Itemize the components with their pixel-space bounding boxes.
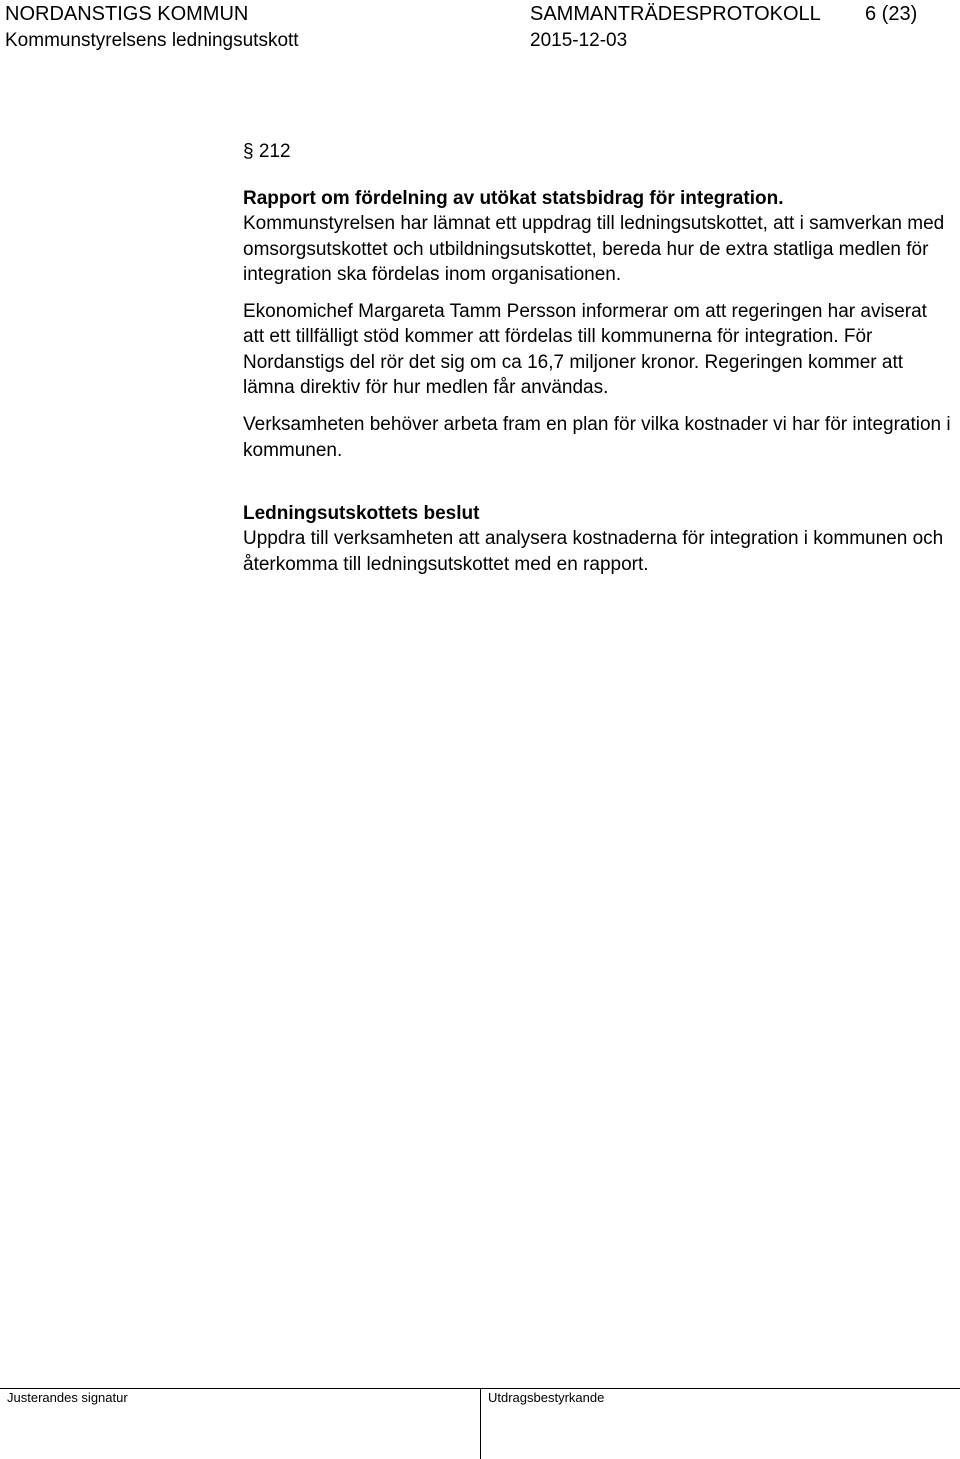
protocol-title: SAMMANTRÄDESPROTOKOLL xyxy=(530,3,821,25)
certification-label: Utdragsbestyrkande xyxy=(488,1390,605,1405)
decision-text: Uppdra till verksamheten att analysera kostnaderna för integration i kommunen och återkomma till ledningsutskottet med en rapport. xyxy=(243,528,944,575)
information-paragraph: Ekonomichef Margareta Tamm Persson informerar om att regeringen har aviserat att ett tillfälligt stöd kommer att fördelas till kommunerna för integration. För Nordanstigs del rör det sig om ca 16,7 miljoner kronor. Regeringen kommer att lämna direktiv för hur medlen får användas. xyxy=(243,301,927,399)
item-title: Rapport om fördelning av utökat statsbidrag för integration. xyxy=(243,188,784,209)
document-body xyxy=(243,186,953,577)
section-number xyxy=(243,140,291,164)
footer-divider xyxy=(480,1388,481,1459)
signature-label: Justerandes signatur xyxy=(7,1390,128,1405)
committee-name: Kommunstyrelsens ledningsutskott xyxy=(5,30,299,51)
meeting-date: 2015-12-03 xyxy=(530,30,628,51)
organization-name: NORDANSTIGS KOMMUN xyxy=(5,3,249,25)
paragraph-symbol: § xyxy=(243,141,254,162)
paragraph-number: 212 xyxy=(258,141,291,162)
decision-heading: Ledningsutskottets beslut xyxy=(243,502,480,524)
page-number: 6 (23) xyxy=(865,3,918,25)
assignment-paragraph: Kommunstyrelsen har lämnat ett uppdrag till ledningsutskottet, att i samverkan med omsorgsutskottet och utbildningsutskottet, bereda hur de extra statliga medlen för integration ska fördelas inom organisationen. xyxy=(243,213,945,285)
plan-paragraph: Verksamheten behöver arbeta fram en plan för vilka kostnader vi har för integration i kommunen. xyxy=(243,414,951,461)
